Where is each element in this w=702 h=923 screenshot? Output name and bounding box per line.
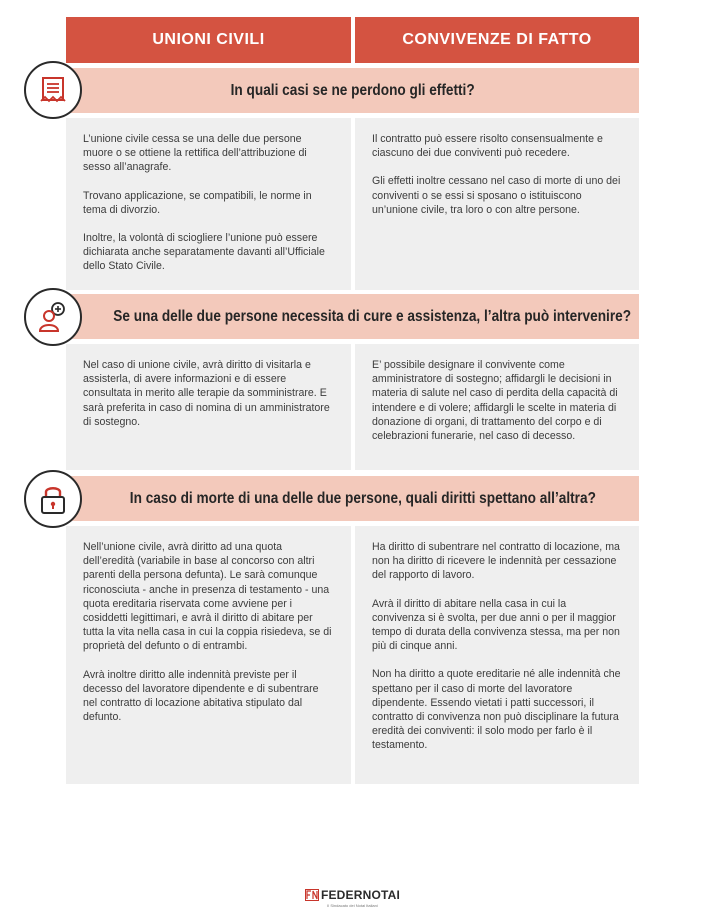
section-3-convivenze-text — [355, 526, 639, 784]
section-3-question: In caso di morte di una delle due persone, quali diritti spettano all’altra? — [129, 489, 596, 507]
paragraph: Il contratto può essere risolto consensualmente e ciascuno dei due conviventi può recedere. — [372, 133, 603, 160]
paragraph: Gli effetti inoltre cessano nel caso di morte di uno dei conviventi o se essi si sposano o istituiscono un’unione civile, tra loro o con altre persone. — [372, 175, 621, 216]
section-1-icon-badge — [24, 61, 82, 119]
section-3-icon-badge — [24, 470, 82, 528]
header-convivenze-di-fatto: CONVIVENZE DI FATTO — [355, 17, 639, 63]
paragraph: Trovano applicazione, se compatibili, le norme in tema di divorzio. — [83, 189, 312, 216]
paragraph: Nel caso di unione civile, avrà diritto di visitarla e assisterla, di avere informazioni e di essere consultata in merito alle terapie da somministrare. E sarà preferita in caso di nomina di un amministratore di sostegno. — [83, 359, 330, 428]
section-3-question-band — [66, 476, 639, 521]
paragraph: Non ha diritto a quote ereditarie né alle indennità che spettano per il caso di morte del lavoratore dipendente. Essendo vietati i patti successori, il contratto di convivenza non può disciplinare la futura eredità dei conviventi: il solo modo per farlo è il testamento. — [372, 668, 621, 752]
section-2-question-band — [66, 294, 639, 339]
document-icon — [38, 75, 68, 105]
paragraph: Nell’unione civile, avrà diritto ad una quota dell’eredità (variabile in base al concorso con altri parenti della persona defunta). Le sarà comunque riconosciuta - anche in presenza di testamento - una quota ereditaria riservata come avviene per i cosiddetti legittimari, e avrà il diritto di abitare per tutta la vita nella casa in cui la coppia risiedeva, se di proprietà del defunto o di entrambi. — [83, 541, 332, 653]
padlock-icon — [38, 483, 68, 515]
paragraph: Avrà inoltre diritto alle indennità previste per il decesso del lavoratore dipendente e di subentrare nel contratto di locazione abitativa stipulato dal defunto. — [83, 668, 319, 724]
section-1-question-band — [66, 68, 639, 113]
paragraph: Ha diritto di subentrare nel contratto di locazione, ma non ha diritto di ricevere le indennità per cessazione del rapporto di lavoro. — [372, 541, 620, 582]
section-1-question: In quali casi se ne perdono gli effetti? — [230, 81, 475, 99]
section-1-convivenze-text — [355, 118, 639, 290]
section-1-unioni-text — [66, 118, 351, 290]
section-2-unioni-text — [66, 344, 351, 470]
paragraph: E’ possibile designare il convivente come amministratore di sostegno; affidargli le decisioni in materia di salute nel caso di perdita della capacità di intendere e di volere; affidargli le scelte in materia di donazione di organi, di trattamento del corpo e di celebrazioni funerarie, nel caso di decesso. — [372, 359, 618, 443]
paragraph: Avrà il diritto di abitare nella casa in cui la convivenza si è svolta, per due anni o per il maggior tempo di durata della convivenza stessa, ma per non più di cinque anni. — [372, 597, 620, 653]
section-3-unioni-text — [66, 526, 351, 784]
person-plus-icon — [36, 300, 70, 334]
section-2-question: Se una delle due persone necessita di cure e assistenza, l’altra può intervenire? — [113, 307, 632, 325]
footer-tagline: Il Sindacato dei Notai Italiani — [327, 903, 378, 908]
section-2-convivenze-text — [355, 344, 639, 470]
paragraph: Inoltre, la volontà di sciogliere l’unione può essere dichiarata anche separatamente davanti all’Ufficiale dello Stato Civile. — [83, 232, 325, 273]
section-2-icon-badge — [24, 288, 82, 346]
federnotai-logo — [300, 888, 405, 908]
fn-logo-mark-icon — [305, 889, 319, 901]
header-unioni-civili: UNIONI CIVILI — [66, 17, 351, 63]
footer-brand: FEDERNOTAI — [320, 888, 401, 902]
paragraph: L’unione civile cessa se una delle due persone muore o se ottiene la rettifica dell’attribuzione di sesso all’anagrafe. — [83, 133, 307, 174]
